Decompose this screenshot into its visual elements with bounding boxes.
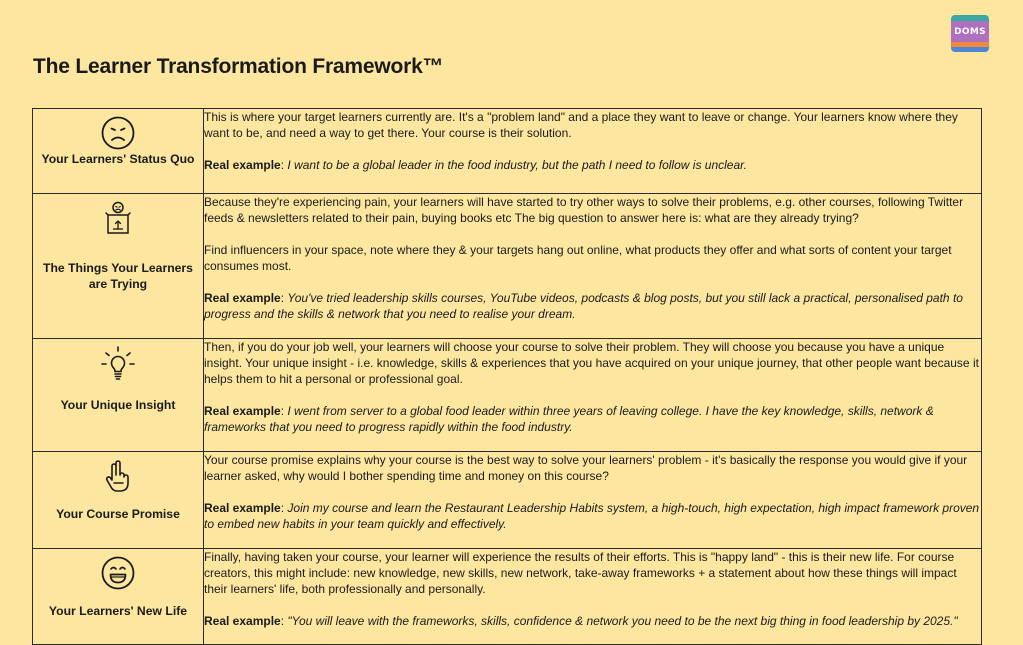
stage-cell [33, 339, 204, 452]
real-example: Real example: I went from server to a global food leader within three years of leaving college. I have the key knowledge, skills, network & frameworks that you need to progress rapidly within the food industry. [204, 404, 934, 434]
table-row [33, 109, 982, 194]
example-text: I went from server to a global food leader within three years of leaving college. I have the key knowledge, skills, network & frameworks that you need to progress rapidly within the food industry. [204, 404, 934, 434]
table-row [33, 452, 982, 549]
stage-cell [33, 194, 204, 339]
stage-cell [33, 549, 204, 645]
description-text: Then, if you do your job well, your learners will choose your course to solve their problem. They will choose you because you have a unique insight. Your unique insight - i.e. knowledge, skills & experiences that you have acquired on your unique journey, that other people want because it helps them to hit a personal or professional goal. [204, 340, 979, 386]
table-row [33, 549, 982, 645]
lightbulb-icon [100, 345, 136, 381]
stage-label: Your Learners' Status Quo [41, 152, 195, 166]
description-text: Your course promise explains why your course is the best way to solve your learners' problem - it's basically the response you would give if your learner asked, why would I bother spending time and money on this course? [204, 453, 968, 483]
description-text: Because they're experiencing pain, your learners will have started to try other ways to solve their problems, e.g. other courses, following Twitter feeds & newsletters related to their pain, buying books etc The big question to answer here is: what are they already trying? [204, 195, 964, 225]
example-text: "You will leave with the frameworks, skills, confidence & network you need to be the next big thing in food leadership by 2025." [287, 614, 958, 628]
frown-face-icon [100, 115, 136, 151]
stage-description [204, 339, 982, 452]
example-label: Real example [204, 501, 281, 515]
promise-hand-icon [100, 458, 136, 494]
doms-logo [951, 15, 989, 52]
stage-label: The Things Your Learners are Trying [43, 261, 193, 291]
stage-label: Your Learners' New Life [48, 604, 188, 618]
table-row [33, 194, 982, 339]
real-example: Real example: You've tried leadership skills courses, YouTube videos, podcasts & blog posts, but you still lack a practical, personalised path to progress and the skills & network that you need to realise your dream. [204, 291, 963, 321]
table-row [33, 339, 982, 452]
description-text: Find influencers in your space, note where they & your targets hang out online, what products they offer and what sorts of content your target consumes most. [204, 243, 952, 273]
description-text: Finally, having taken your course, your learner will experience the results of their efforts. This is "happy land" - this is their new life. For course creators, this might include: new knowledge, new skills, new network, take-away frameworks + a statement about how these things will impact their learners' life, both professionally and personally. [204, 550, 957, 596]
real-example: Real example: I want to be a global leader in the food industry, but the path I need to follow is unclear. [204, 158, 748, 172]
stage-label: Your Unique Insight [60, 398, 176, 412]
stage-cell [33, 452, 204, 549]
description-text: This is where your target learners currently are. It's a "problem land" and a place they want to leave or change. Your learners know where they want to be, and need a way to get there. Your course is their solution. [204, 110, 958, 140]
example-text: Join my course and learn the Restaurant Leadership Habits system, a high-touch, high expectation, high impact framework proven to embed new habits in your team quickly and effectively. [204, 501, 980, 531]
example-label: Real example [204, 614, 281, 628]
stage-description [204, 549, 982, 645]
happy-face-icon [100, 555, 136, 591]
example-text: I want to be a global leader in the food industry, but the path I need to follow is unclear. [287, 158, 748, 172]
stage-cell [33, 109, 204, 194]
real-example: Real example: "You will leave with the frameworks, skills, confidence & network you need to be the next big thing in food leadership by 2025." [204, 614, 958, 628]
example-label: Real example [204, 158, 281, 172]
stage-description [204, 452, 982, 549]
example-label: Real example [204, 291, 281, 305]
example-text: You've tried leadership skills courses, YouTube videos, podcasts & blog posts, but you still lack a practical, personalised path to progress and the skills & network that you need to realise your dream. [204, 291, 963, 321]
example-label: Real example [204, 404, 281, 418]
logo-text: DOMS [954, 26, 986, 37]
stage-description [204, 109, 982, 194]
page-title: The Learner Transformation Framework™ [33, 55, 444, 78]
framework-table [32, 108, 982, 645]
real-example: Real example: Join my course and learn the Restaurant Leadership Habits system, a high-touch, high expectation, high impact framework proven to embed new habits in your team quickly and effectively. [204, 501, 980, 531]
stage-description [204, 194, 982, 339]
stage-label: Your Course Promise [56, 507, 180, 521]
person-holding-sign-icon [100, 200, 136, 236]
